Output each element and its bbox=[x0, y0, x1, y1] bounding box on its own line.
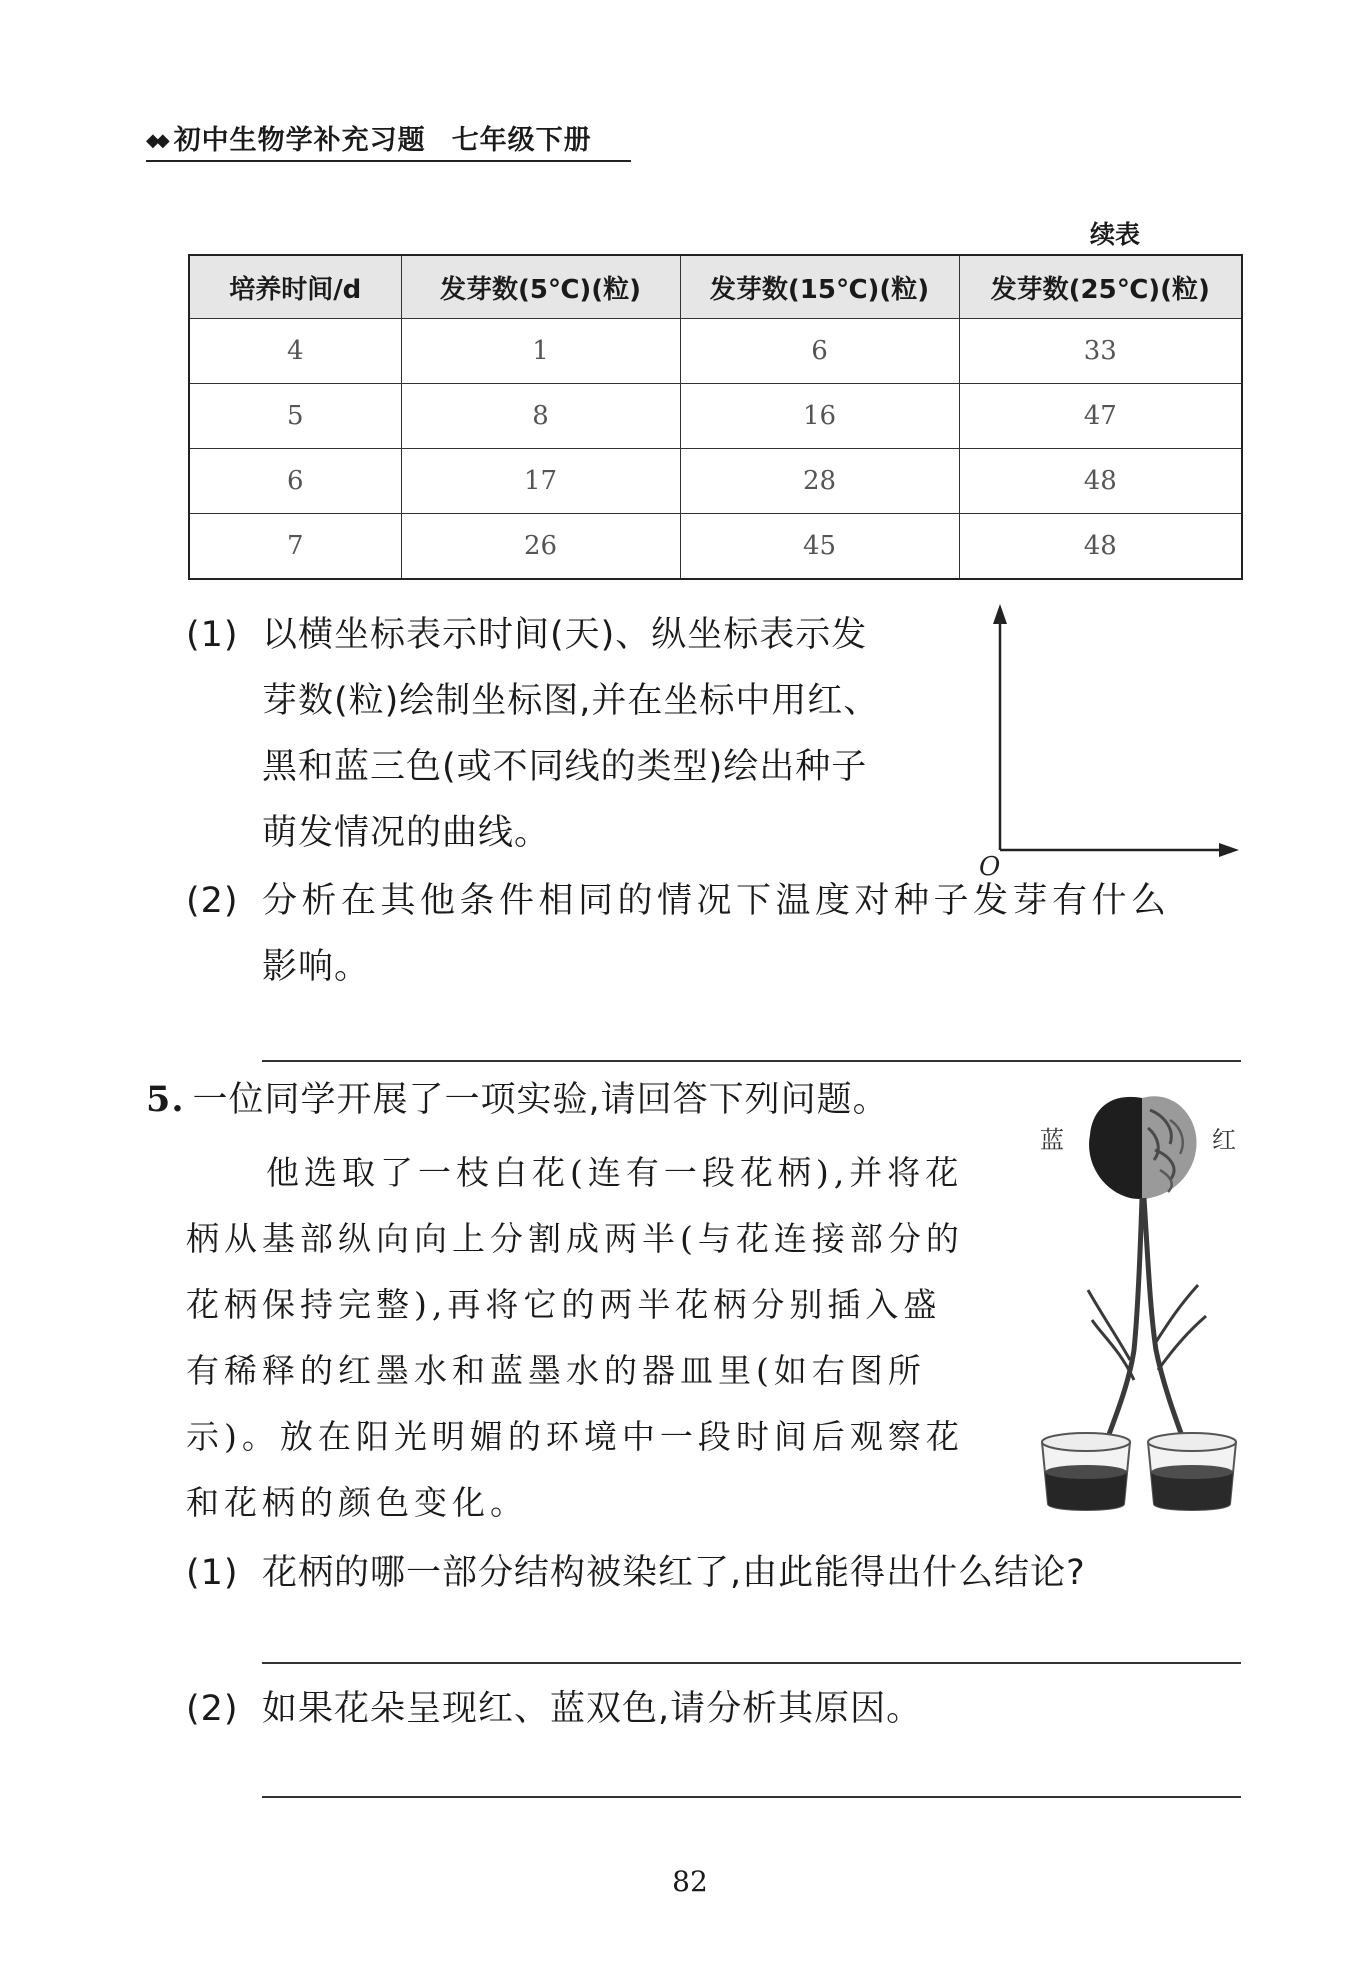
table-cell: 7 bbox=[189, 514, 401, 580]
blue-label: 蓝 bbox=[1040, 1126, 1064, 1154]
table-cell: 45 bbox=[680, 514, 959, 580]
table-cell: 28 bbox=[680, 449, 959, 514]
table-cell: 48 bbox=[959, 514, 1242, 580]
table-cell: 4 bbox=[189, 319, 401, 384]
table-row bbox=[189, 449, 1242, 514]
answer-line bbox=[262, 1060, 1241, 1062]
y-axis-arrow-icon bbox=[993, 604, 1007, 624]
q5-body-line: 他选取了一枝白花(连有一段花柄),并将花 bbox=[266, 1153, 964, 1192]
table-cell: 33 bbox=[959, 319, 1242, 384]
q5-body-line: 花柄保持完整),再将它的两半花柄分别插入盛 bbox=[186, 1285, 942, 1324]
q4-part1-line: 以横坐标表示时间(天)、纵坐标表示发 bbox=[262, 615, 868, 655]
origin-label: O bbox=[979, 852, 1001, 880]
q5-part2-text: 如果花朵呈现红、蓝双色,请分析其原因。 bbox=[262, 1689, 923, 1729]
flower-head-icon bbox=[1089, 1096, 1196, 1199]
q4-part1-number: (1) bbox=[186, 615, 239, 655]
q4-part1-line: 芽数(粒)绘制坐标图,并在坐标中用红、 bbox=[262, 681, 880, 721]
running-header bbox=[146, 118, 592, 157]
header-rule bbox=[146, 160, 631, 162]
q5-title-text: 一位同学开展了一项实验,请回答下列问题。 bbox=[192, 1080, 889, 1120]
page-number: 82 bbox=[672, 1865, 708, 1898]
table-caption: 续表 bbox=[1090, 220, 1141, 249]
q5-title bbox=[146, 1072, 889, 1122]
split-stem-flower-figure bbox=[1030, 1080, 1240, 1520]
table-row bbox=[189, 514, 1242, 580]
table-cell: 5 bbox=[189, 384, 401, 449]
column-header: 发芽数(15℃)(粒) bbox=[680, 255, 959, 319]
q5-part2-number: (2) bbox=[186, 1689, 239, 1729]
q5-body-line: 有稀释的红墨水和蓝墨水的器皿里(如右图所 bbox=[186, 1351, 926, 1390]
q4-part2-number: (2) bbox=[186, 881, 239, 921]
table-cell: 47 bbox=[959, 384, 1242, 449]
book-title: 初中生物学补充习题 bbox=[173, 125, 426, 156]
q4-part2-line: 分析在其他条件相同的情况下温度对种子发芽有什么 bbox=[262, 881, 1171, 921]
q5-body-line: 柄从基部纵向向上分割成两半(与花连接部分的 bbox=[186, 1219, 964, 1258]
q4-part1-line: 黑和蓝三色(或不同线的类型)绘出种子 bbox=[262, 747, 868, 787]
table-row bbox=[189, 384, 1242, 449]
q4-part1-line: 萌发情况的曲线。 bbox=[262, 813, 551, 853]
left-beaker-icon bbox=[1042, 1433, 1130, 1510]
q4-part2-line: 影响。 bbox=[262, 947, 371, 987]
column-header: 发芽数(5℃)(粒) bbox=[401, 255, 680, 319]
germination-table bbox=[188, 254, 1243, 580]
answer-line bbox=[262, 1796, 1241, 1798]
q5-number: 5. bbox=[146, 1079, 185, 1120]
q5-part1-number: (1) bbox=[186, 1553, 239, 1593]
answer-line bbox=[262, 1662, 1241, 1664]
q5-body-line: 和花柄的颜色变化。 bbox=[186, 1483, 528, 1522]
volume-label: 七年级下册 bbox=[451, 125, 592, 156]
x-axis-arrow-icon bbox=[1219, 843, 1239, 857]
q5-part1-text: 花柄的哪一部分结构被染红了,由此能得出什么结论? bbox=[262, 1553, 1086, 1593]
table-cell: 26 bbox=[401, 514, 680, 580]
table-cell: 17 bbox=[401, 449, 680, 514]
table-row bbox=[189, 319, 1242, 384]
blank-coordinate-axes bbox=[975, 600, 1245, 880]
table-cell: 48 bbox=[959, 449, 1242, 514]
table-cell: 6 bbox=[680, 319, 959, 384]
table-cell: 6 bbox=[189, 449, 401, 514]
table-cell: 1 bbox=[401, 319, 680, 384]
right-beaker-icon bbox=[1148, 1433, 1236, 1510]
column-header: 培养时间/d bbox=[189, 255, 401, 319]
red-label: 红 bbox=[1212, 1126, 1236, 1154]
table-header-row bbox=[189, 255, 1242, 319]
table-cell: 16 bbox=[680, 384, 959, 449]
column-header: 发芽数(25℃)(粒) bbox=[959, 255, 1242, 319]
diamond-marker-icon: ◆◆ bbox=[146, 130, 166, 151]
table-cell: 8 bbox=[401, 384, 680, 449]
q5-body-line: 示)。放在阳光明媚的环境中一段时间后观察花 bbox=[186, 1417, 964, 1456]
